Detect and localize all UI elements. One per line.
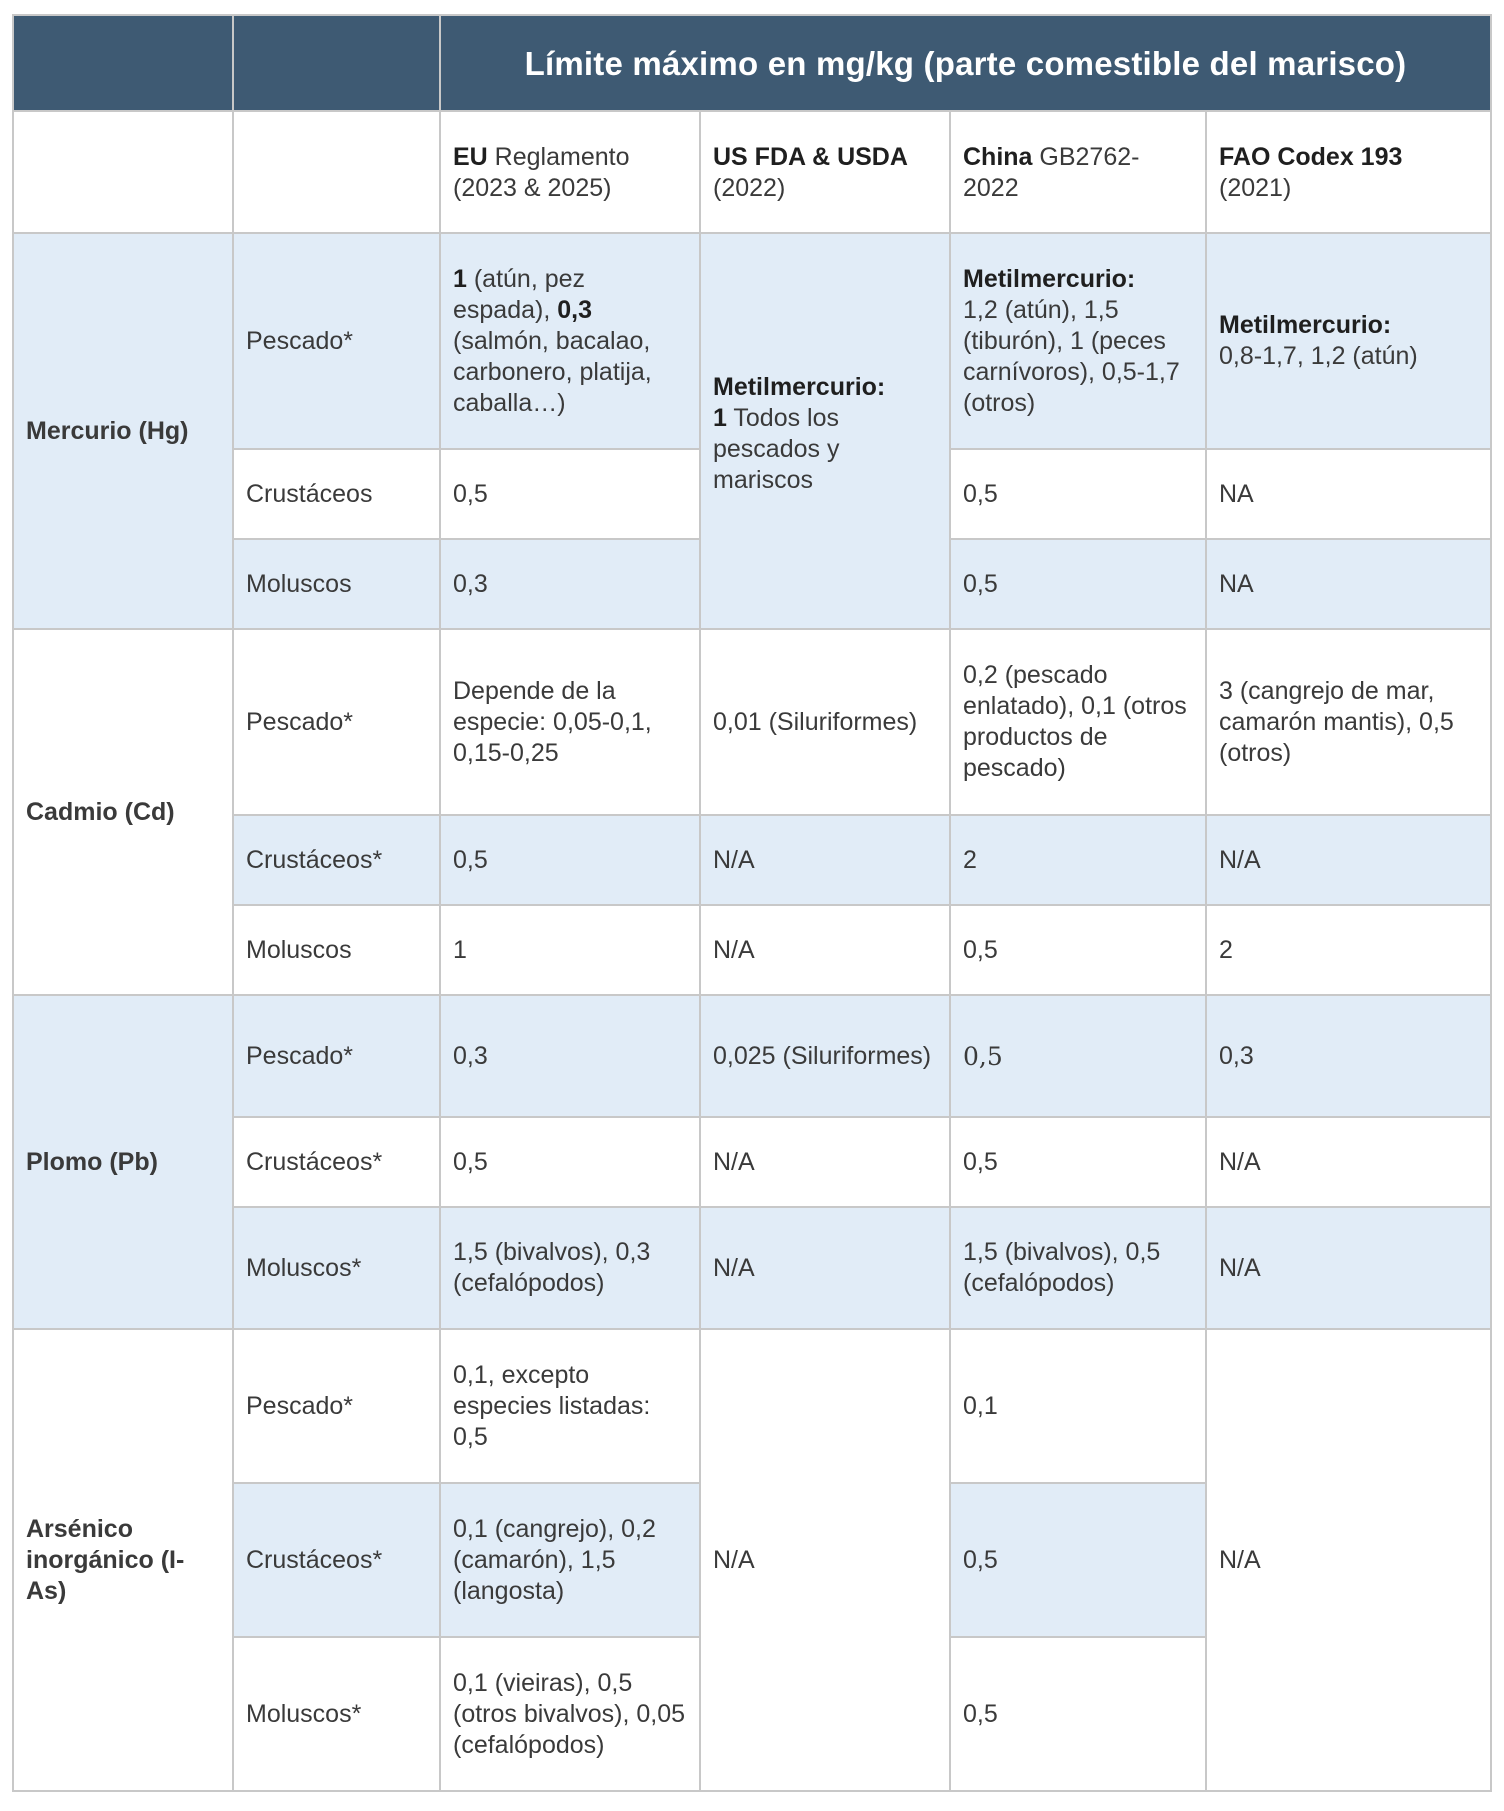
header-title: Límite máximo en mg/kg (parte comestible del marisco): [440, 15, 1491, 111]
table-row: [13, 1329, 1491, 1483]
table-cell: N/A: [1206, 1207, 1491, 1329]
table-cell: 0,5: [440, 449, 700, 539]
table-cell: N/A: [700, 1207, 950, 1329]
table-cell: 2: [1206, 905, 1491, 995]
category-cell: Crustáceos*: [233, 1117, 440, 1207]
table-row: [13, 1117, 1491, 1207]
table-cell: N/A: [1206, 1329, 1491, 1791]
table-cell: 0,025 (Siluriformes): [700, 995, 950, 1117]
table-cell: 0,3: [440, 995, 700, 1117]
seafood-limits-table: [12, 14, 1492, 1792]
table-cell: 0,1, excepto especies listadas: 0,5: [440, 1329, 700, 1483]
category-cell: Crustáceos: [233, 449, 440, 539]
col-header-china: China GB2762-2022: [950, 111, 1206, 233]
table-cell: 0,1: [950, 1329, 1206, 1483]
table-cell: 0,5: [950, 905, 1206, 995]
table-row: [13, 233, 1491, 449]
table-cell: 0,5: [950, 1483, 1206, 1637]
col-header-us: US FDA & USDA (2022): [700, 111, 950, 233]
table-cell: 0,2 (pescado enlatado), 0,1 (otros productos de pescado): [950, 629, 1206, 815]
category-cell: Pescado*: [233, 995, 440, 1117]
table-cell: 0,3: [440, 539, 700, 629]
table-cell: Metilmercurio: 1 Todos los pescados y mariscos: [700, 233, 950, 629]
table-cell: NA: [1206, 449, 1491, 539]
table-cell: 0,01 (Siluriformes): [700, 629, 950, 815]
table-cell: N/A: [1206, 815, 1491, 905]
header-empty-cell: [13, 15, 233, 111]
table-row: [13, 629, 1491, 815]
category-cell: Pescado*: [233, 233, 440, 449]
table-cell: 0,1 (vieiras), 0,5 (otros bivalvos), 0,05 (cefalópodos): [440, 1637, 700, 1791]
table-cell: 1: [440, 905, 700, 995]
table-cell: 3 (cangrejo de mar, camarón mantis), 0,5 (otros): [1206, 629, 1491, 815]
table-row: [13, 1207, 1491, 1329]
table-cell: 0,5: [440, 815, 700, 905]
category-cell: Crustáceos*: [233, 1483, 440, 1637]
element-cadmium: Cadmio (Cd): [13, 629, 233, 995]
table-cell: 0,5: [950, 1637, 1206, 1791]
table-cell: 1,5 (bivalvos), 0,5 (cefalópodos): [950, 1207, 1206, 1329]
category-cell: Moluscos: [233, 905, 440, 995]
table-cell: 0,1 (cangrejo), 0,2 (camarón), 1,5 (langosta): [440, 1483, 700, 1637]
header-empty-cell: [233, 15, 440, 111]
table-cell: N/A: [700, 1329, 950, 1791]
table-cell: 0,5: [950, 539, 1206, 629]
table-cell: N/A: [700, 905, 950, 995]
table-cell: 0,5: [950, 449, 1206, 539]
table-cell: 0,5: [440, 1117, 700, 1207]
corner-cell: [233, 111, 440, 233]
category-cell: Moluscos*: [233, 1207, 440, 1329]
element-mercury: Mercurio (Hg): [13, 233, 233, 629]
table-cell: 0,5: [950, 995, 1206, 1117]
table-cell: N/A: [700, 815, 950, 905]
corner-cell: [13, 111, 233, 233]
category-cell: Moluscos*: [233, 1637, 440, 1791]
table-cell: 0,3: [1206, 995, 1491, 1117]
table-row: [13, 995, 1491, 1117]
col-header-fao: FAO Codex 193 (2021): [1206, 111, 1491, 233]
table-row: [13, 815, 1491, 905]
table-row: [13, 905, 1491, 995]
column-header-row: [13, 111, 1491, 233]
element-lead: Plomo (Pb): [13, 995, 233, 1329]
table-cell: 1 (atún, pez espada), 0,3 (salmón, bacalao, carbonero, platija, caballa…): [440, 233, 700, 449]
table-cell: NA: [1206, 539, 1491, 629]
table-cell: 1,5 (bivalvos), 0,3 (cefalópodos): [440, 1207, 700, 1329]
table-cell: N/A: [700, 1117, 950, 1207]
category-cell: Crustáceos*: [233, 815, 440, 905]
table-cell: N/A: [1206, 1117, 1491, 1207]
table-cell: Depende de la especie: 0,05-0,1, 0,15-0,25: [440, 629, 700, 815]
category-cell: Pescado*: [233, 1329, 440, 1483]
table-cell: Metilmercurio: 1,2 (atún), 1,5 (tiburón), 1 (peces carnívoros), 0,5-1,7 (otros): [950, 233, 1206, 449]
col-header-eu: EU Reglamento (2023 & 2025): [440, 111, 700, 233]
header-row: [13, 15, 1491, 111]
element-arsenic: Arsénico inorgánico (I-As): [13, 1329, 233, 1791]
category-cell: Pescado*: [233, 629, 440, 815]
table-cell: 2: [950, 815, 1206, 905]
category-cell: Moluscos: [233, 539, 440, 629]
table-cell: 0,5: [950, 1117, 1206, 1207]
table-cell: Metilmercurio: 0,8-1,7, 1,2 (atún): [1206, 233, 1491, 449]
